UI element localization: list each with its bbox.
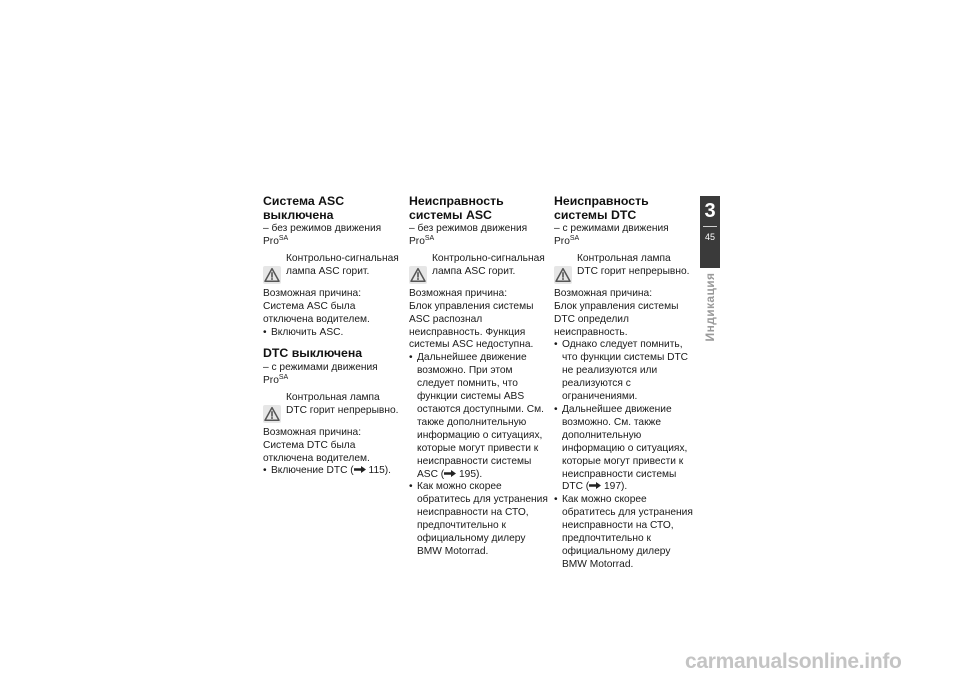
list-item: • Дальнейшее движение возможно. При этом следует помнить, что функции системы ABS остаются доступными. См. также дополнительную информацию о ситуациях, которые могут привести к неисправности системы ASC ( 195). bbox=[409, 352, 549, 481]
chapter-tab bbox=[700, 196, 720, 268]
sa-superscript: SA bbox=[569, 234, 580, 242]
watermark: carmanualsonline.info bbox=[685, 650, 902, 673]
page-number: 45 bbox=[704, 232, 715, 242]
sa-superscript: SA bbox=[278, 373, 289, 381]
page-reference[interactable]: 197). bbox=[589, 481, 627, 492]
section-subtitle: – с режимами движения Pro$^{SA}$ bbox=[263, 361, 378, 386]
warning-note bbox=[263, 392, 403, 423]
action-list bbox=[409, 352, 549, 559]
list-item: • Однако следует помнить, что функции системы DTC не реализуются или реализуются с ограничениями. bbox=[554, 339, 694, 404]
warning-note bbox=[409, 253, 549, 284]
section-title: DTC выключена bbox=[263, 346, 363, 361]
list-item: • Как можно скорее обратитесь для устранения неисправности на СТО, предпочтительно к официальному дилеру BMW Motorrad. bbox=[554, 494, 694, 571]
cause-text: Блок управления системы ASC распознал неисправность. Функция системы ASC недоступна. bbox=[409, 300, 534, 351]
action-list bbox=[263, 465, 403, 478]
section-title: Неисправность системы ASC bbox=[409, 194, 504, 222]
warning-triangle-icon bbox=[554, 266, 572, 284]
cause-label: Возможная причина: bbox=[263, 287, 362, 299]
column-2 bbox=[409, 195, 549, 559]
warning-triangle-icon bbox=[263, 266, 281, 284]
action-list bbox=[263, 327, 403, 340]
cause-text: Система DTC была отключена водителем. bbox=[263, 439, 370, 464]
list-item: • Дальнейшее движение возможно. См. также дополнительную информацию о ситуациях, которые могут привести к неисправности системы DTC ( 197). bbox=[554, 404, 694, 494]
page-reference[interactable]: 115). bbox=[354, 465, 391, 476]
section-subtitle: – без режимов движения Pro$^{SA}$ bbox=[409, 223, 528, 247]
cause-text: Блок управления системы DTC определил неисправность. bbox=[554, 300, 679, 338]
warning-triangle-icon bbox=[263, 405, 281, 423]
sa-superscript: SA bbox=[424, 234, 435, 242]
arrow-right-icon bbox=[444, 470, 456, 477]
section-subtitle: – с режимами движения Pro$^{SA}$ bbox=[554, 223, 669, 247]
column-3 bbox=[554, 195, 694, 572]
page-reference[interactable]: 195). bbox=[444, 469, 482, 480]
warning-text: Контрольно-сигнальная лампа ASC горит. bbox=[286, 252, 399, 277]
list-item: • Как можно скорее обратитесь для устранения неисправности на СТО, предпочтительно к официальному дилеру BMW Motorrad. bbox=[409, 481, 549, 558]
section-title: Система ASC выключена bbox=[263, 194, 345, 222]
column-1 bbox=[263, 195, 403, 478]
cause-text: Система ASC была отключена водителем. bbox=[263, 300, 370, 325]
warning-text: Контрольная лампа DTC горит непрерывно. bbox=[577, 252, 690, 277]
section-title: Неисправность системы DTC bbox=[554, 194, 649, 222]
cause-label: Возможная причина: bbox=[554, 287, 653, 299]
arrow-right-icon bbox=[589, 482, 601, 489]
list-item: • Включить ASC. bbox=[263, 327, 403, 340]
warning-text: Контрольно-сигнальная лампа ASC горит. bbox=[432, 252, 545, 277]
arrow-right-icon bbox=[354, 466, 366, 473]
warning-note bbox=[263, 253, 403, 284]
list-item: • Включение DTC ( 115). bbox=[263, 465, 403, 478]
tab-divider bbox=[703, 226, 717, 227]
section-subtitle: – без режимов движения Pro$^{SA}$ bbox=[263, 223, 382, 247]
warning-triangle-icon bbox=[409, 266, 427, 284]
sa-superscript: SA bbox=[278, 234, 289, 242]
action-list bbox=[554, 339, 694, 571]
cause-label: Возможная причина: bbox=[263, 426, 362, 438]
chapter-label: Индикация bbox=[703, 272, 717, 342]
warning-note bbox=[554, 253, 694, 284]
chapter-number: 3 bbox=[704, 200, 716, 222]
cause-label: Возможная причина: bbox=[409, 287, 508, 299]
warning-text: Контрольная лампа DTC горит непрерывно. bbox=[286, 391, 399, 416]
